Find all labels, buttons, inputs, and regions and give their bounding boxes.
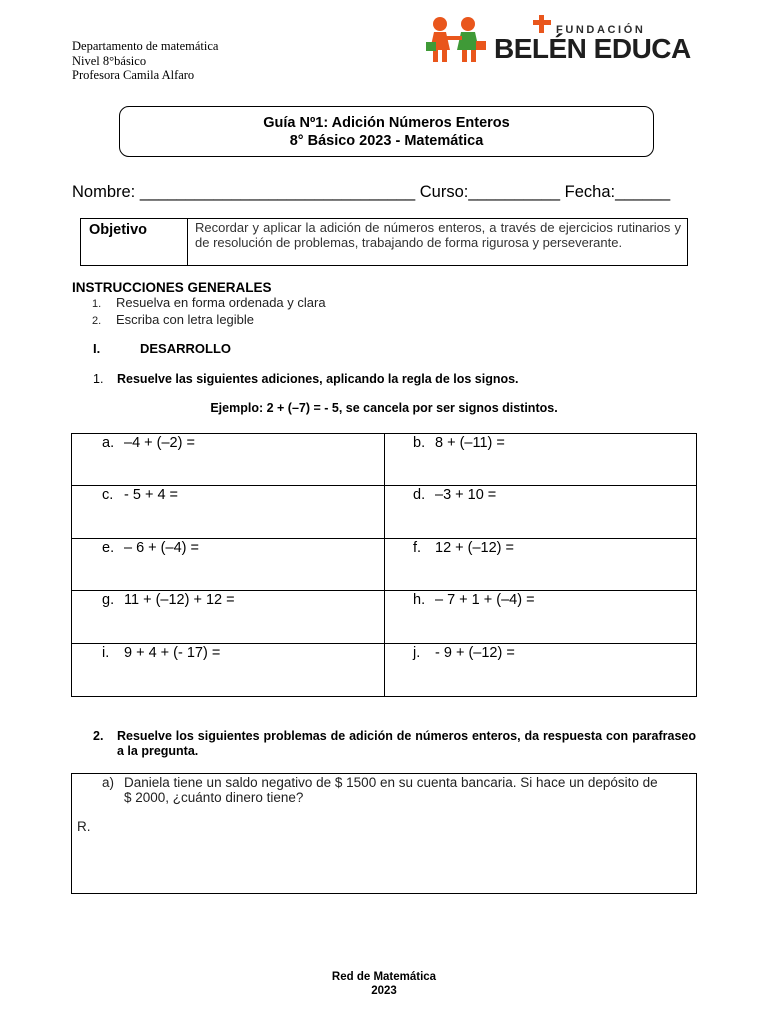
exercise-cell[interactable] — [385, 539, 696, 591]
exercise-letter: b. — [413, 435, 426, 451]
exercise-cell[interactable] — [385, 486, 696, 538]
objective-table — [80, 218, 688, 266]
children-logo-icon — [424, 14, 496, 68]
item-text: Resuelva en forma ordenada y clara — [116, 295, 326, 310]
exercise-letter: d. — [413, 487, 426, 504]
exercise-letter: a. — [102, 435, 115, 451]
school-header — [72, 39, 218, 83]
teacher-text: Profesora Camila Alfaro — [72, 68, 195, 82]
exercise-letter: c. — [102, 487, 114, 504]
problem-box[interactable] — [71, 773, 697, 894]
footer-year: 2023 — [371, 985, 397, 997]
exercise-letter: f. — [413, 539, 422, 556]
section-title: DESARROLLO — [140, 341, 231, 356]
question-number: 2. — [93, 729, 104, 743]
problem-letter: a) — [102, 775, 115, 790]
exercise-expression: – 7 + 1 + (–4) = — [435, 592, 535, 609]
instructions-title: INSTRUCCIONES GENERALES — [72, 280, 272, 295]
department-text: Departamento de matemática — [72, 39, 219, 53]
exercise-expression: – 6 + (–4) = — [124, 539, 199, 556]
exercise-expression: 8 + (–11) = — [435, 435, 505, 451]
exercise-expression: - 5 + 4 = — [124, 487, 179, 504]
footer-network: Red de Matemática — [331, 971, 437, 983]
guide-title: Guía Nº1: Adición Números Enteros — [263, 115, 510, 131]
student-info-line[interactable]: Nombre: ______________________________ Curso:__________ Fecha:______ — [72, 183, 671, 201]
exercise-expression: 9 + 4 + (- 17) = — [124, 644, 221, 661]
instructions-list — [92, 295, 326, 329]
question-text: Resuelve los siguientes problemas de adición de números enteros, da respuesta con parafraseo a la pregunta. — [117, 729, 696, 758]
exercise-expression: –4 + (–2) = — [124, 435, 195, 451]
item-text: Escriba con letra legible — [116, 312, 255, 327]
example-text: Ejemplo: 2 + (–7) = - 5, se cancela por ser signos distintos. — [210, 401, 558, 415]
question-number: 1. — [93, 372, 104, 386]
exercise-expression: 11 + (–12) + 12 = — [124, 592, 235, 609]
problem-statement — [102, 775, 662, 805]
question-1 — [93, 372, 519, 386]
exercise-cell[interactable] — [72, 591, 385, 643]
exercise-expression: 12 + (–12) = — [435, 539, 514, 556]
section-number: I. — [93, 341, 101, 356]
exercise-cell[interactable] — [72, 434, 385, 486]
exercise-cell[interactable] — [385, 591, 696, 643]
title-box — [119, 106, 654, 157]
section-heading — [93, 341, 231, 356]
exercise-cell[interactable] — [385, 644, 696, 696]
question-2 — [93, 729, 696, 759]
guide-subtitle: 8° Básico 2023 - Matemática — [289, 133, 484, 149]
exercise-letter: g. — [102, 592, 115, 609]
exercise-letter: i. — [102, 644, 110, 661]
exercise-cell[interactable] — [72, 644, 385, 696]
exercise-cell[interactable] — [72, 539, 385, 591]
page-footer — [0, 970, 768, 998]
exercises-table — [71, 433, 697, 697]
exercise-letter: h. — [413, 592, 426, 609]
item-number: 1. — [92, 298, 102, 310]
objective-label: Objetivo — [81, 219, 188, 265]
answer-label: R. — [77, 819, 91, 834]
logo-foundation-text: FUNDACIÓN — [556, 24, 646, 36]
list-item — [92, 312, 326, 329]
logo-name-text: BELÉN EDUCA — [494, 33, 691, 64]
exercise-letter: e. — [102, 539, 115, 556]
cross-icon — [532, 14, 552, 34]
exercise-letter: j. — [413, 644, 421, 661]
problem-text: Daniela tiene un saldo negativo de $ 1500 en su cuenta bancaria. Si hace un depósito de $ 2000, ¿cuánto dinero tiene? — [124, 775, 658, 805]
list-item — [92, 295, 326, 312]
question-text: Resuelve las siguientes adiciones, aplicando la regla de los signos. — [117, 372, 519, 386]
exercise-expression: - 9 + (–12) = — [435, 644, 515, 661]
exercise-cell[interactable] — [72, 486, 385, 538]
exercise-cell[interactable] — [385, 434, 696, 486]
item-number: 2. — [92, 315, 102, 327]
objective-text: Recordar y aplicar la adición de números enteros, a través de ejercicios rutinarios y de resolución de problemas, trabajando de forma rigurosa y perseverante. — [195, 220, 681, 250]
level-text: Nivel 8°básico — [72, 53, 147, 68]
exercise-expression: –3 + 10 = — [435, 487, 497, 504]
